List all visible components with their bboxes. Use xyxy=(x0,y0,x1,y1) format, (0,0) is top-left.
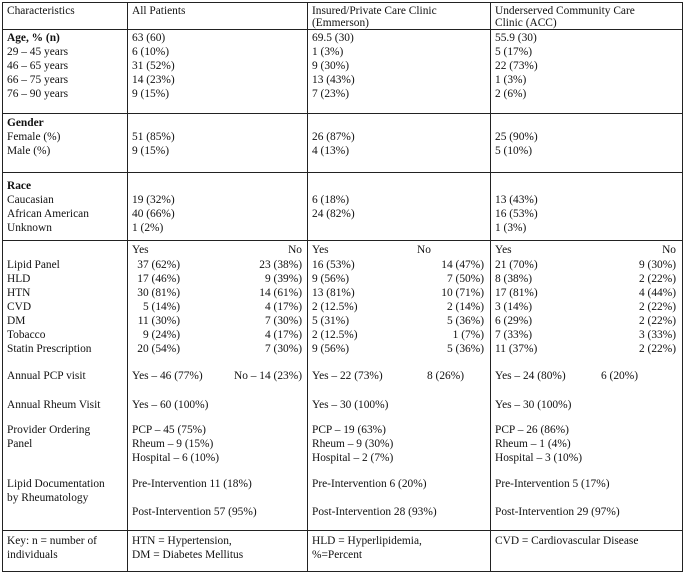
insured-yes-value: 16 (53%) xyxy=(312,259,355,271)
provider-all: Hospital – 6 (10%) xyxy=(132,452,219,464)
gender-all-value: 51 (85%) xyxy=(132,131,175,143)
provider-insured: Hospital – 2 (7%) xyxy=(312,452,394,464)
pcp-insured-yes: Yes – 22 (73%) xyxy=(312,370,383,382)
insured-yes-header: Yes xyxy=(312,244,329,256)
all-no-value: 7 (30%) xyxy=(264,315,302,327)
gender-label: Male (%) xyxy=(7,145,51,157)
header-insured-line1: Insured/Private Care Clinic xyxy=(312,5,437,17)
underserved-no-value: 3 (33%) xyxy=(638,329,676,341)
age-label: 29 – 45 years xyxy=(7,46,69,58)
underserved-no-value: 2 (22%) xyxy=(638,273,676,285)
race-all-value: 19 (32%) xyxy=(132,194,175,206)
underserved-yes-value: 3 (14%) xyxy=(495,301,533,313)
underserved-yes-value: 8 (38%) xyxy=(495,273,533,285)
header-all-patients: All Patients xyxy=(132,5,186,17)
insured-yes-value: 2 (12.5%) xyxy=(312,329,358,341)
lipid-doc-insured-pre: Pre-Intervention 6 (20%) xyxy=(312,478,427,490)
provider-label-line1: Provider Ordering xyxy=(7,424,91,436)
all-yes-value: 17 (46%) xyxy=(137,273,180,285)
gender-all-value: 9 (15%) xyxy=(132,145,170,157)
race-label: Unknown xyxy=(7,222,52,234)
all-no-value: 23 (38%) xyxy=(259,259,302,271)
key-col2-line1: HTN = Hypertension, xyxy=(132,535,232,547)
gender-underserved-value: 5 (10%) xyxy=(495,145,533,157)
insured-no-value: 7 (50%) xyxy=(446,273,484,285)
key-col4-line1: CVD = Cardiovascular Disease xyxy=(495,535,639,547)
key-col3-line2: %=Percent xyxy=(312,549,363,561)
provider-insured: Rheum – 9 (30%) xyxy=(312,438,394,450)
all-no-value: 9 (39%) xyxy=(264,273,302,285)
provider-underserved: Rheum – 1 (4%) xyxy=(495,438,571,450)
header-insured-line2: (Emmerson) xyxy=(312,17,369,29)
lipid-doc-insured-post: Post-Intervention 28 (93%) xyxy=(312,506,437,518)
lipid-doc-label-line2: by Rheumatology xyxy=(7,492,89,504)
race-insured-value: 24 (82%) xyxy=(312,208,355,220)
pcp-visit-label: Annual PCP visit xyxy=(7,370,86,382)
age-insured-value: 69.5 (30) xyxy=(312,32,354,44)
age-label: 66 – 75 years xyxy=(7,74,69,86)
insured-no-value: 10 (71%) xyxy=(441,287,484,299)
all-yes-value: 30 (81%) xyxy=(137,287,180,299)
gender-insured-value: 26 (87%) xyxy=(312,131,355,143)
age-insured-value: 9 (30%) xyxy=(312,60,350,72)
underserved-no-value: 9 (30%) xyxy=(638,259,676,271)
insured-no-value: 1 (7%) xyxy=(452,329,484,341)
age-insured-value: 13 (43%) xyxy=(312,74,355,86)
pcp-underserved-no: 6 (20%) xyxy=(601,370,639,382)
age-all-value: 14 (23%) xyxy=(132,74,175,86)
race-title: Race xyxy=(7,180,32,192)
all-no-value: 4 (17%) xyxy=(264,301,302,313)
age-all-value: 31 (52%) xyxy=(132,60,175,72)
age-underserved-value: 2 (6%) xyxy=(495,88,527,100)
insured-yes-value: 5 (31%) xyxy=(312,315,350,327)
insured-yes-value: 13 (81%) xyxy=(312,287,355,299)
underserved-no-value: 2 (22%) xyxy=(638,343,676,355)
insured-no-value: 5 (36%) xyxy=(446,343,484,355)
age-label: 46 – 65 years xyxy=(7,60,69,72)
key-col1-line1: Key: n = number of xyxy=(7,535,97,547)
age-all-value: 6 (10%) xyxy=(132,46,170,58)
key-col3-line1: HLD = Hyperlipidemia, xyxy=(312,535,422,547)
underserved-yes-value: 21 (70%) xyxy=(495,259,538,271)
all-yes-value: 5 (14%) xyxy=(142,301,180,313)
age-underserved-value: 1 (3%) xyxy=(495,74,527,86)
clinical-label-dm: DM xyxy=(7,315,26,327)
insured-no-value: 14 (47%) xyxy=(441,259,484,271)
gender-insured-value: 4 (13%) xyxy=(312,145,350,157)
age-label: 76 – 90 years xyxy=(7,88,69,100)
provider-all: Rheum – 9 (15%) xyxy=(132,438,214,450)
header-underserved-line2: Clinic (ACC) xyxy=(495,17,557,29)
lipid-doc-all-post: Post-Intervention 57 (95%) xyxy=(132,506,257,518)
provider-underserved: Hospital – 3 (10%) xyxy=(495,452,582,464)
insured-no-value: 2 (14%) xyxy=(446,301,484,313)
race-label: Caucasian xyxy=(7,194,54,206)
rheum-insured: Yes – 30 (100%) xyxy=(312,399,389,411)
underserved-yes-value: 11 (37%) xyxy=(495,343,538,355)
age-title: Age, % (n) xyxy=(7,32,60,44)
clinical-label-cvd: CVD xyxy=(7,301,32,313)
insured-no-value: 5 (36%) xyxy=(446,315,484,327)
pcp-insured-no: 8 (26%) xyxy=(427,370,465,382)
rheum-underserved: Yes – 30 (100%) xyxy=(495,399,572,411)
lipid-doc-underserved-post: Post-Intervention 29 (97%) xyxy=(495,506,620,518)
race-underserved-value: 1 (3%) xyxy=(495,222,527,234)
all-yes-value: 9 (24%) xyxy=(142,329,180,341)
age-insured-value: 1 (3%) xyxy=(312,46,344,58)
lipid-doc-label-line1: Lipid Documentation xyxy=(7,478,105,490)
underserved-no-value: 2 (22%) xyxy=(638,315,676,327)
key-col2-line2: DM = Diabetes Mellitus xyxy=(132,549,244,561)
all-yes-value: 37 (62%) xyxy=(137,259,180,271)
race-all-value: 1 (2%) xyxy=(132,222,164,234)
all-yes-header: Yes xyxy=(132,244,149,256)
gender-label: Female (%) xyxy=(7,131,61,143)
race-insured-value: 6 (18%) xyxy=(312,194,350,206)
underserved-yes-value: 17 (81%) xyxy=(495,287,538,299)
all-no-value: 14 (61%) xyxy=(259,287,302,299)
underserved-yes-value: 7 (33%) xyxy=(495,329,533,341)
age-underserved-value: 22 (73%) xyxy=(495,60,538,72)
lipid-doc-all-pre: Pre-Intervention 11 (18%) xyxy=(132,478,252,490)
race-underserved-value: 13 (43%) xyxy=(495,194,538,206)
age-all-value: 63 (60) xyxy=(132,32,166,44)
provider-label-line2: Panel xyxy=(7,438,33,450)
all-yes-value: 11 (30%) xyxy=(137,315,180,327)
underserved-no-value: 2 (22%) xyxy=(638,301,676,313)
rheum-visit-label: Annual Rheum Visit xyxy=(7,399,101,411)
provider-all: PCP – 45 (75%) xyxy=(132,424,206,436)
age-underserved-value: 5 (17%) xyxy=(495,46,533,58)
clinical-label-htn: HTN xyxy=(7,287,31,299)
pcp-all-no: No – 14 (23%) xyxy=(233,370,302,382)
provider-insured: PCP – 19 (63%) xyxy=(312,424,386,436)
clinical-label-hld: HLD xyxy=(7,273,31,285)
provider-underserved: PCP – 26 (86%) xyxy=(495,424,569,436)
clinical-label-tobacco: Tobacco xyxy=(7,329,46,341)
insured-no-header: No xyxy=(417,244,431,256)
race-underserved-value: 16 (53%) xyxy=(495,208,538,220)
rheum-all: Yes – 60 (100%) xyxy=(132,399,209,411)
key-col1-line2: individuals xyxy=(7,549,58,561)
clinical-label-lipid-panel: Lipid Panel xyxy=(7,259,60,271)
gender-underserved-value: 25 (90%) xyxy=(495,131,538,143)
pcp-all-yes: Yes – 46 (77%) xyxy=(132,370,203,382)
all-yes-value: 20 (54%) xyxy=(137,343,180,355)
lipid-doc-underserved-pre: Pre-Intervention 5 (17%) xyxy=(495,478,610,490)
underserved-no-value: 4 (44%) xyxy=(638,287,676,299)
all-no-value: 4 (17%) xyxy=(264,329,302,341)
clinical-label-statin: Statin Prescription xyxy=(7,343,92,355)
gender-title: Gender xyxy=(7,117,44,129)
header-characteristics: Characteristics xyxy=(7,5,75,17)
age-underserved-value: 55.9 (30) xyxy=(495,32,537,44)
age-all-value: 9 (15%) xyxy=(132,88,170,100)
all-no-value: 7 (30%) xyxy=(264,343,302,355)
underserved-yes-value: 6 (29%) xyxy=(495,315,533,327)
race-label: African American xyxy=(7,208,89,220)
header-underserved-line1: Underserved Community Care xyxy=(495,5,635,17)
underserved-no-header: No xyxy=(662,244,676,256)
underserved-yes-header: Yes xyxy=(495,244,512,256)
pcp-underserved-yes: Yes – 24 (80%) xyxy=(495,370,566,382)
insured-yes-value: 9 (56%) xyxy=(312,273,350,285)
age-insured-value: 7 (23%) xyxy=(312,88,350,100)
all-no-header: No xyxy=(288,244,302,256)
race-all-value: 40 (66%) xyxy=(132,208,175,220)
insured-yes-value: 2 (12.5%) xyxy=(312,301,358,313)
insured-yes-value: 9 (56%) xyxy=(312,343,350,355)
